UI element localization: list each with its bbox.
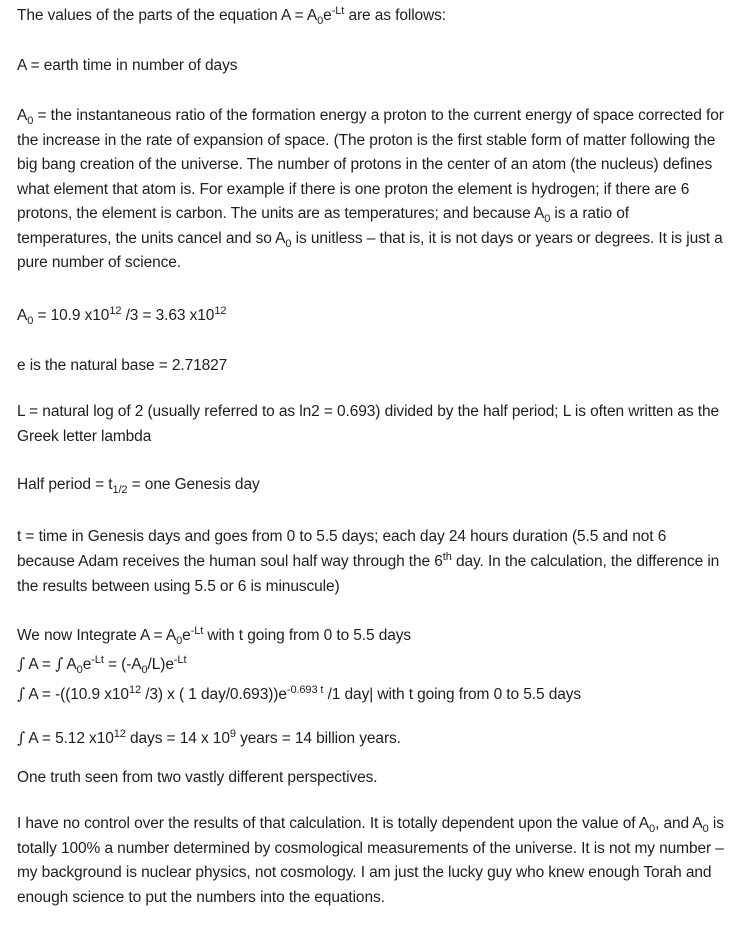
int2-sub-2: 0 [141, 664, 148, 676]
intro-sup: -Lt [331, 5, 345, 17]
integral-sign-icon: ∫ [17, 655, 25, 673]
a0-text-3: is unitless – that is, it is not days or years or degrees. It is just a pure number of science. [17, 229, 723, 271]
a0-sub-2: 0 [544, 213, 551, 225]
result-text-2: days = 14 x 10 [125, 730, 230, 747]
int1-text-3: with t going from 0 to 5.5 days [203, 627, 412, 644]
half-period-paragraph [17, 473, 260, 498]
closing-sub-2: 0 [702, 823, 709, 835]
int2-text-5: /L)e [147, 656, 174, 673]
intro-mid: e [323, 7, 332, 24]
a0v-text-2: /3 = 3.63 x10 [121, 307, 215, 324]
t-text-2: day. In the calculation, the difference in the results between using 5.5 or 6 is minuscule) [17, 553, 720, 595]
truth-line: One truth seen from two vastly different perspectives. [17, 769, 378, 786]
int2-text-1: A = [24, 656, 56, 673]
e-definition: e is the natural base = 2.71827 [17, 357, 228, 374]
t-definition-paragraph [17, 524, 725, 599]
a0v-text-1: = 10.9 x10 [33, 307, 110, 324]
int2-sup-2: -Lt [173, 654, 187, 666]
integral-sign-icon: ∫ [17, 685, 25, 703]
l-definition: L = natural log of 2 (usually referred to as ln2 = 0.693) divided by the half period; L is often written as the Greek letter lambda [17, 403, 720, 445]
hp-text-2: = one Genesis day [127, 476, 260, 493]
intro-sub: 0 [317, 15, 324, 27]
intro-text: The values of the parts of the equation A = A [17, 7, 318, 24]
closing-text-2: , and A [655, 815, 703, 832]
a0-sub-3: 0 [285, 237, 292, 250]
int3-sup-1: 12 [128, 684, 141, 696]
t-text-1: t = time in Genesis days and goes from 0 to 5.5 days; each day 24 hours duration (5.5 and not 6 because Adam receives the human soul half way through the 6 [17, 528, 667, 570]
integrate-line-2 [17, 652, 186, 678]
a0v-sub: 0 [27, 315, 34, 327]
int3-text-1: A = -((10.9 x10 [24, 686, 129, 703]
integral-sign-icon: ∫ [55, 655, 64, 673]
a0-text-1: = the instantaneous ratio of the formation energy a proton to the current energy of space corrected for the increase in the rate of expansion of space. (The proton is the first stable form of matter following the big bang creation of the universe. The number of protons in the center of an atom (the nucleus) defines what element that atom is. For example if there is one proton the element is hydrogen; if there are 6 protons, the element is carbon. The units are as temperatures; and because A [17, 107, 724, 222]
integrate-line-1 [17, 624, 411, 649]
a0-value-paragraph [17, 304, 226, 329]
hp-text-1: Half period = t [17, 476, 113, 493]
result-sup-2: 9 [229, 728, 236, 740]
int3-text-3: /1 day| with t going from 0 to 5.5 days [323, 686, 582, 703]
a0-definition-paragraph [17, 104, 725, 276]
t-sup: th [442, 551, 452, 563]
closing-sub-1: 0 [649, 823, 656, 835]
int2-text-3: e [82, 656, 92, 673]
integral-sign-icon: ∫ [17, 729, 25, 747]
a0v-sup-2: 12 [214, 305, 227, 317]
int1-text-1: We now Integrate A = A [17, 627, 177, 644]
a0-sub-1: 0 [27, 115, 34, 127]
closing-text-1: I have no control over the results of that calculation. It is totally dependent upon the value of A [17, 815, 650, 832]
a0v-letter: A [17, 307, 28, 324]
int1-sub: 0 [176, 635, 183, 647]
hp-sub: 1/2 [112, 484, 128, 496]
result-text-3: years = 14 billion years. [235, 730, 401, 747]
a0-text-2: is a ratio of temperatures, the units cancel and so A [17, 205, 629, 247]
int2-sub-1: 0 [76, 664, 83, 676]
result-line [17, 726, 401, 752]
int1-text-2: e [182, 627, 191, 644]
closing-text-3: is totally 100% a number determined by cosmological measurements of the universe. It is not my number – my background is nuclear physics, not cosmology. I am just the lucky guy who knew enough Torah and enough science to put the numbers into the equations. [17, 815, 724, 906]
int3-text-2: /3) x ( 1 day/0.693))e [140, 686, 287, 703]
int2-text-4: = (-A [103, 656, 142, 673]
result-sup-1: 12 [113, 728, 126, 740]
result-text-1: A = 5.12 x10 [24, 730, 114, 747]
a-definition: A = earth time in number of days [17, 57, 238, 74]
int2-text-2: A [63, 656, 77, 673]
closing-paragraph [17, 812, 725, 910]
intro-paragraph [17, 4, 446, 29]
int2-sup-1: -Lt [91, 654, 104, 666]
int3-sup-2: -0.693 t [286, 684, 324, 696]
a0-letter: A [17, 107, 28, 124]
int1-sup: -Lt [190, 625, 204, 637]
intro-tail: are as follows: [344, 7, 447, 24]
a0v-sup-1: 12 [109, 305, 122, 317]
integrate-line-3 [17, 682, 581, 708]
